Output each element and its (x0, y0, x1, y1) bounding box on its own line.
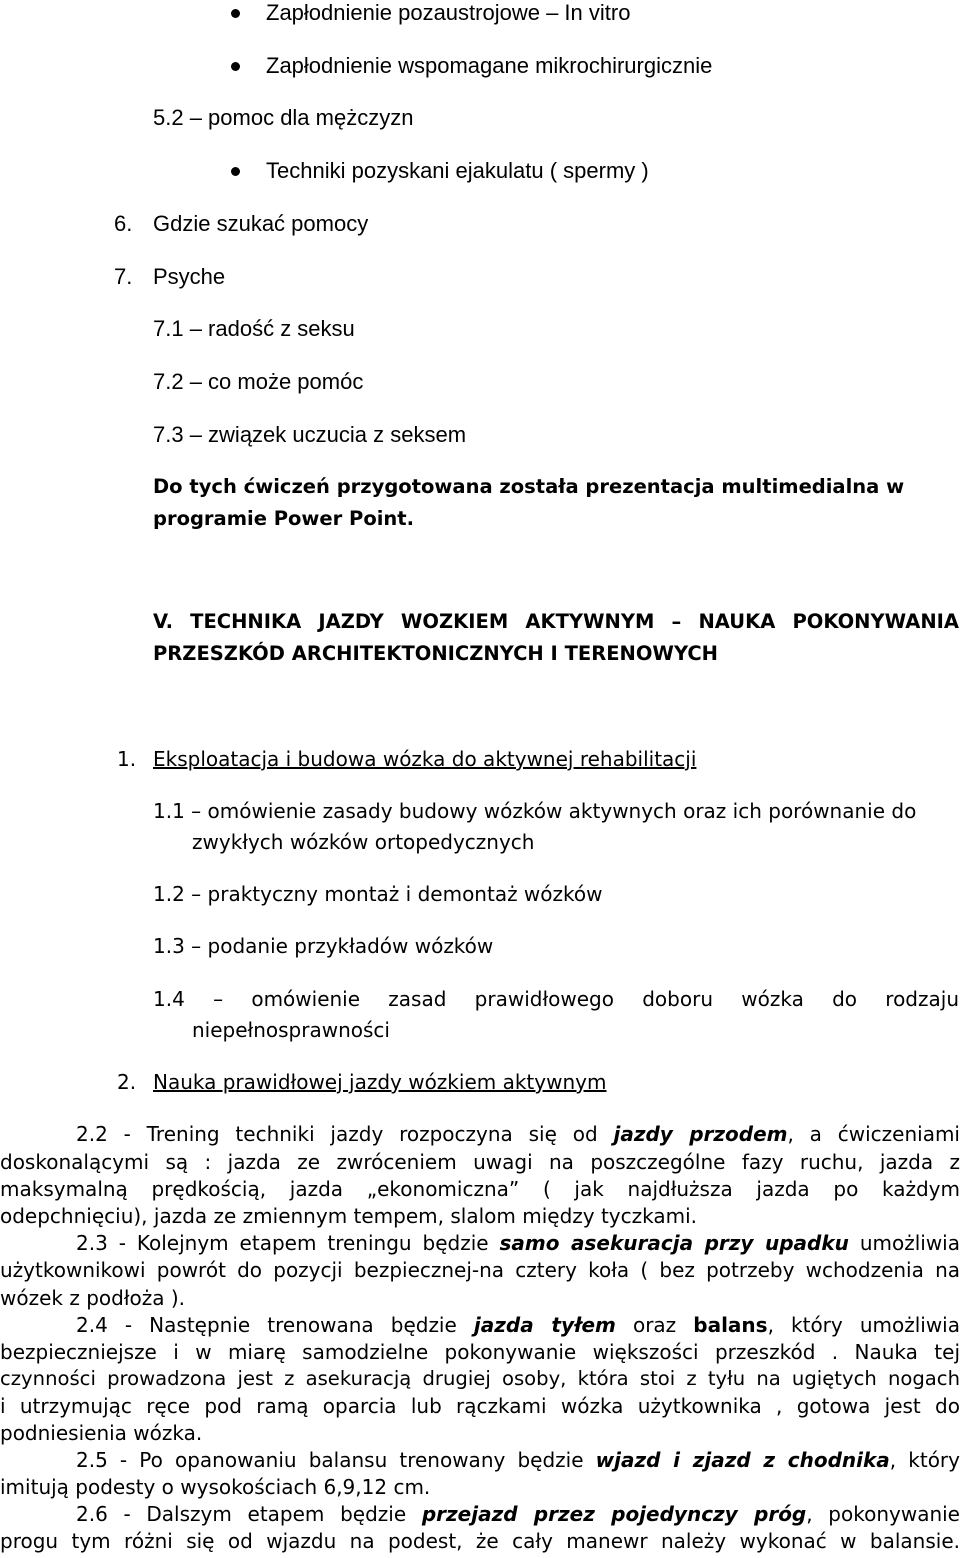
list-item-number: 6. (114, 211, 133, 236)
paragraph-line: bezpieczniejsze i w miarę samodzielne pokonywanie większości przeszkód . Nauka tej (0, 1340, 960, 1364)
list-item: Psyche (153, 264, 226, 289)
list-item: Techniki pozyskani ejakulatu ( spermy ) (266, 158, 649, 183)
paragraph-line: imitują podesty o wysokościach 6,9,12 cm. (0, 1475, 431, 1499)
paragraph-line: wózek z podłoża ). (0, 1286, 186, 1310)
list-item: 7.2 – co może pomóc (153, 369, 364, 394)
section-heading: PRZESZKÓD ARCHITEKTONICZNYCH I TERENOWYCH (153, 642, 718, 665)
section-heading: V. TECHNIKA JAZDY WOZKIEM AKTYWNYM – NAUKA POKONYWANIA (153, 610, 959, 633)
paragraph-line: odepchnięciu), jazda ze zmiennym tempem, slalom między tyczkami. (0, 1204, 698, 1228)
bullet-icon (231, 62, 240, 71)
note-text: programie Power Point. (153, 507, 415, 530)
list-item: 1.4 – omówienie zasad prawidłowego doboru wózka do rodzaju (153, 987, 959, 1011)
bullet-icon (231, 167, 240, 176)
paragraph-line: 2.6 - Dalszym etapem będzie przejazd przez pojedynczy próg, pokonywanie (76, 1502, 960, 1526)
list-item-number: 7. (114, 264, 133, 289)
paragraph-line: 2.3 - Kolejnym etapem treningu będzie samo asekuracja przy upadku umożliwia (76, 1231, 960, 1255)
paragraph-line: czynności prowadzona jest z asekuracją drugiej osoby, która stoi z tyłu na ugiętych nogach (0, 1367, 960, 1390)
list-item: Zapłodnienie wspomagane mikrochirurgicznie (266, 53, 713, 78)
paragraph-line: użytkownikowi powrót do pozycji bezpiecznej-na cztery koła ( bez potrzeby wchodzenia na (0, 1258, 960, 1282)
paragraph-line: doskonalącymi są : jazda ze zwróceniem uwagi na poszczególne fazy ruchu, jazda z (0, 1150, 960, 1174)
list-item: Eksploatacja i budowa wózka do aktywnej rehabilitacji (153, 747, 697, 771)
paragraph-line: i utrzymując ręce pod ramą oparcia lub rączkami wózka użytkownika , gotowa jest do (0, 1394, 960, 1418)
paragraph-line: progu tym różni się od wjazdu na podest, że cały manewr należy wykonać w balansie. (0, 1529, 960, 1553)
list-item: zwykłych wózków ortopedycznych (192, 830, 535, 854)
paragraph-line: podniesienia wózka. (0, 1421, 203, 1445)
paragraph-line: 2.2 - Trening techniki jazdy rozpoczyna się od jazdy przodem, a ćwiczeniami (76, 1122, 960, 1146)
bullet-icon (231, 9, 240, 18)
paragraph-line: 2.4 - Następnie trenowana będzie jazda tyłem oraz balans, który umożliwia (76, 1313, 960, 1337)
list-item: Nauka prawidłowej jazdy wózkiem aktywnym (153, 1070, 607, 1094)
paragraph-line: 2.5 - Po opanowaniu balansu trenowany będzie wjazd i zjazd z chodnika, który (76, 1448, 960, 1472)
list-item: 7.1 – radość z seksu (153, 316, 355, 341)
list-item: 5.2 – pomoc dla mężczyzn (153, 105, 414, 130)
note-text: Do tych ćwiczeń przygotowana została prezentacja multimedialna w (153, 475, 905, 498)
list-item: 1.1 – omówienie zasady budowy wózków aktywnych oraz ich porównanie do (153, 799, 917, 823)
list-item: Gdzie szukać pomocy (153, 211, 369, 236)
list-item: 1.2 – praktyczny montaż i demontaż wózków (153, 882, 603, 906)
list-item: 1.3 – podanie przykładów wózków (153, 934, 494, 958)
list-item: Zapłodnienie pozaustrojowe – In vitro (266, 0, 631, 25)
paragraph-line: maksymalną prędkością, jazda „ekonomiczna” ( jak najdłuższa jazda po każdym (0, 1177, 960, 1201)
list-item-number: 2. (117, 1070, 137, 1094)
list-item: 7.3 – związek uczucia z seksem (153, 422, 467, 447)
list-item: niepełnosprawności (192, 1018, 390, 1042)
list-item-number: 1. (117, 747, 137, 771)
